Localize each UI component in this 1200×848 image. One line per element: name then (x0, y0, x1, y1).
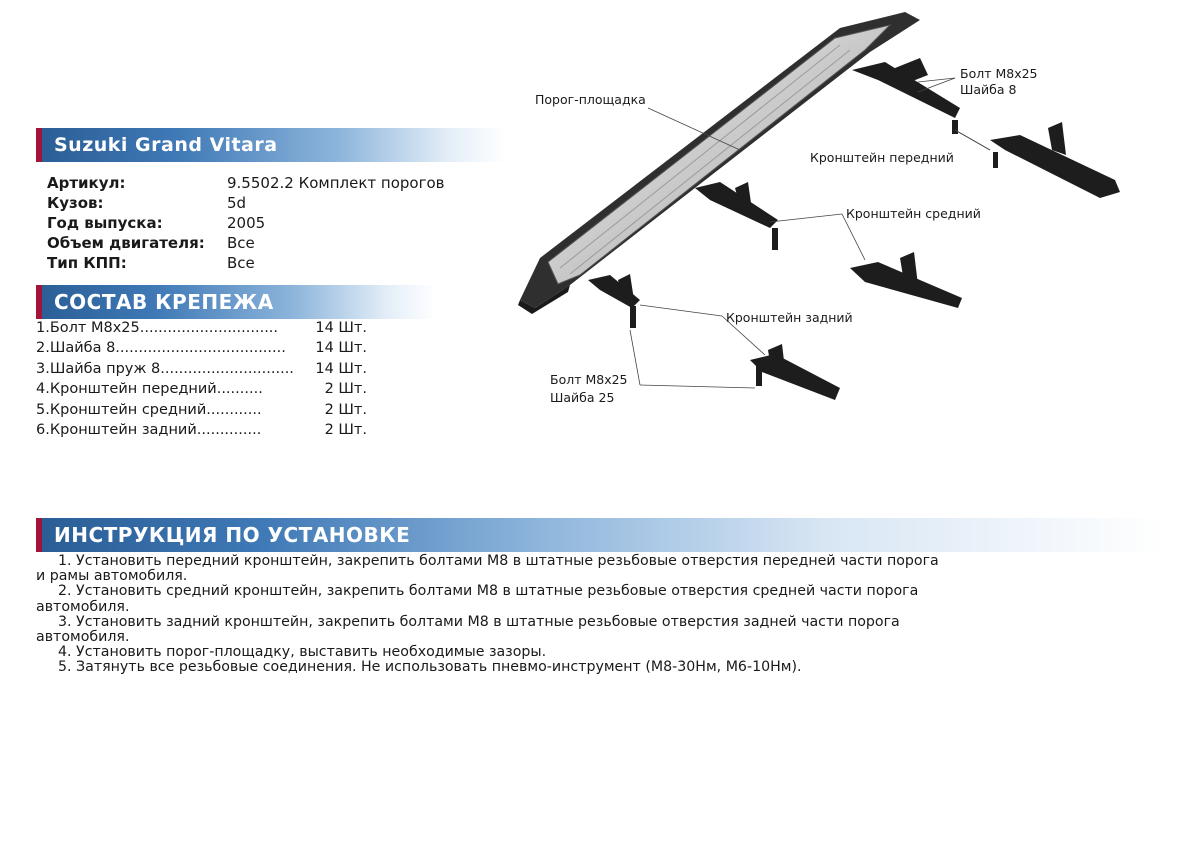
item-qty: 14 Шт. (315, 360, 367, 377)
item-qty: 14 Шт. (315, 340, 367, 357)
spec-row (47, 213, 444, 233)
item-qty: 2 Шт. (324, 381, 367, 398)
item-name: 1.Болт М8х25.............................. (36, 320, 279, 336)
instruction-line: 2. Установить средний кронштейн, закрепить болтами М8 в штатные резьбовые отверстия средней части порога (58, 583, 919, 600)
label-bolt-front-1: Болт М8х25 (960, 66, 1038, 81)
spec-value: 9.5502.2 Комплект порогов (227, 174, 445, 192)
assembly-diagram (500, 0, 1140, 420)
list-item (36, 420, 367, 440)
item-qty: 14 Шт. (315, 320, 367, 336)
rear-bracket-2 (750, 344, 840, 400)
instructions-title: ИНСТРУКЦИЯ ПО УСТАНОВКЕ (54, 523, 411, 547)
spec-table (47, 173, 444, 273)
label-bolt-rear-2: Шайба 25 (550, 390, 615, 405)
spec-row (47, 253, 444, 273)
spec-value: Все (227, 254, 255, 272)
spec-row (47, 233, 444, 253)
fasteners-title: СОСТАВ КРЕПЕЖА (54, 290, 274, 314)
front-bracket-1 (852, 58, 960, 134)
spec-row (47, 173, 444, 193)
item-name: 2.Шайба 8..................................... (36, 340, 286, 357)
spec-key: Артикул: (47, 174, 126, 192)
item-qty: 2 Шт. (324, 422, 367, 439)
instruction-line: автомобиля. (36, 598, 130, 615)
spec-row (47, 193, 444, 213)
item-name: 3.Шайба пруж 8............................. (36, 360, 294, 377)
front-bracket-2 (990, 122, 1120, 198)
list-item (36, 318, 367, 338)
item-qty: 2 Шт. (324, 401, 367, 418)
label-front-bracket: Кронштейн передний (810, 150, 954, 165)
product-title: Suzuki Grand Vitara (54, 134, 278, 156)
middle-bracket-2 (850, 252, 962, 308)
instruction-line: 1. Установить передний кронштейн, закрепить болтами М8 в штатные резьбовые отверстия передней части порога (58, 553, 939, 569)
instruction-line: 4. Установить порог-площадку, выставить необходимые зазоры. (58, 644, 547, 661)
list-item (36, 379, 367, 399)
list-item (36, 400, 367, 420)
fasteners-banner (36, 285, 436, 319)
spec-value: 5d (227, 194, 247, 212)
instructions-text (36, 554, 1016, 676)
item-name: 5.Кронштейн средний............ (36, 401, 262, 418)
rear-bracket-1 (588, 274, 640, 328)
spec-key: Кузов: (47, 194, 104, 212)
list-item (36, 359, 367, 379)
spec-value: Все (227, 234, 255, 252)
list-item (36, 338, 367, 358)
label-rear-bracket: Кронштейн задний (726, 310, 853, 325)
instruction-line: 5. Затянуть все резьбовые соединения. Не использовать пневмо-инструмент (М8-30Нм, М6-10Нм). (58, 659, 802, 676)
label-bolt-rear-1: Болт М8х25 (550, 372, 628, 387)
instruction-line: и рамы автомобиля. (36, 568, 188, 585)
item-name: 6.Кронштейн задний.............. (36, 422, 262, 439)
instruction-line: 3. Установить задний кронштейн, закрепить болтами М8 в штатные резьбовые отверстия задней части порога (58, 613, 900, 630)
middle-bracket-1 (695, 182, 778, 250)
leader-lines (630, 78, 990, 388)
fasteners-list (36, 318, 367, 440)
item-name: 4.Кронштейн передний.......... (36, 381, 263, 398)
label-step: Порог-площадка (535, 92, 646, 107)
label-middle-bracket: Кронштейн средний (846, 206, 981, 221)
instruction-line: автомобиля. (36, 629, 130, 646)
spec-key: Тип КПП: (47, 254, 127, 272)
product-title-banner (36, 128, 506, 162)
label-bolt-front-2: Шайба 8 (960, 82, 1017, 97)
spec-value: 2005 (227, 214, 266, 232)
instructions-banner (36, 518, 1166, 552)
spec-key: Объем двигателя: (47, 234, 205, 252)
spec-key: Год выпуска: (47, 214, 163, 232)
